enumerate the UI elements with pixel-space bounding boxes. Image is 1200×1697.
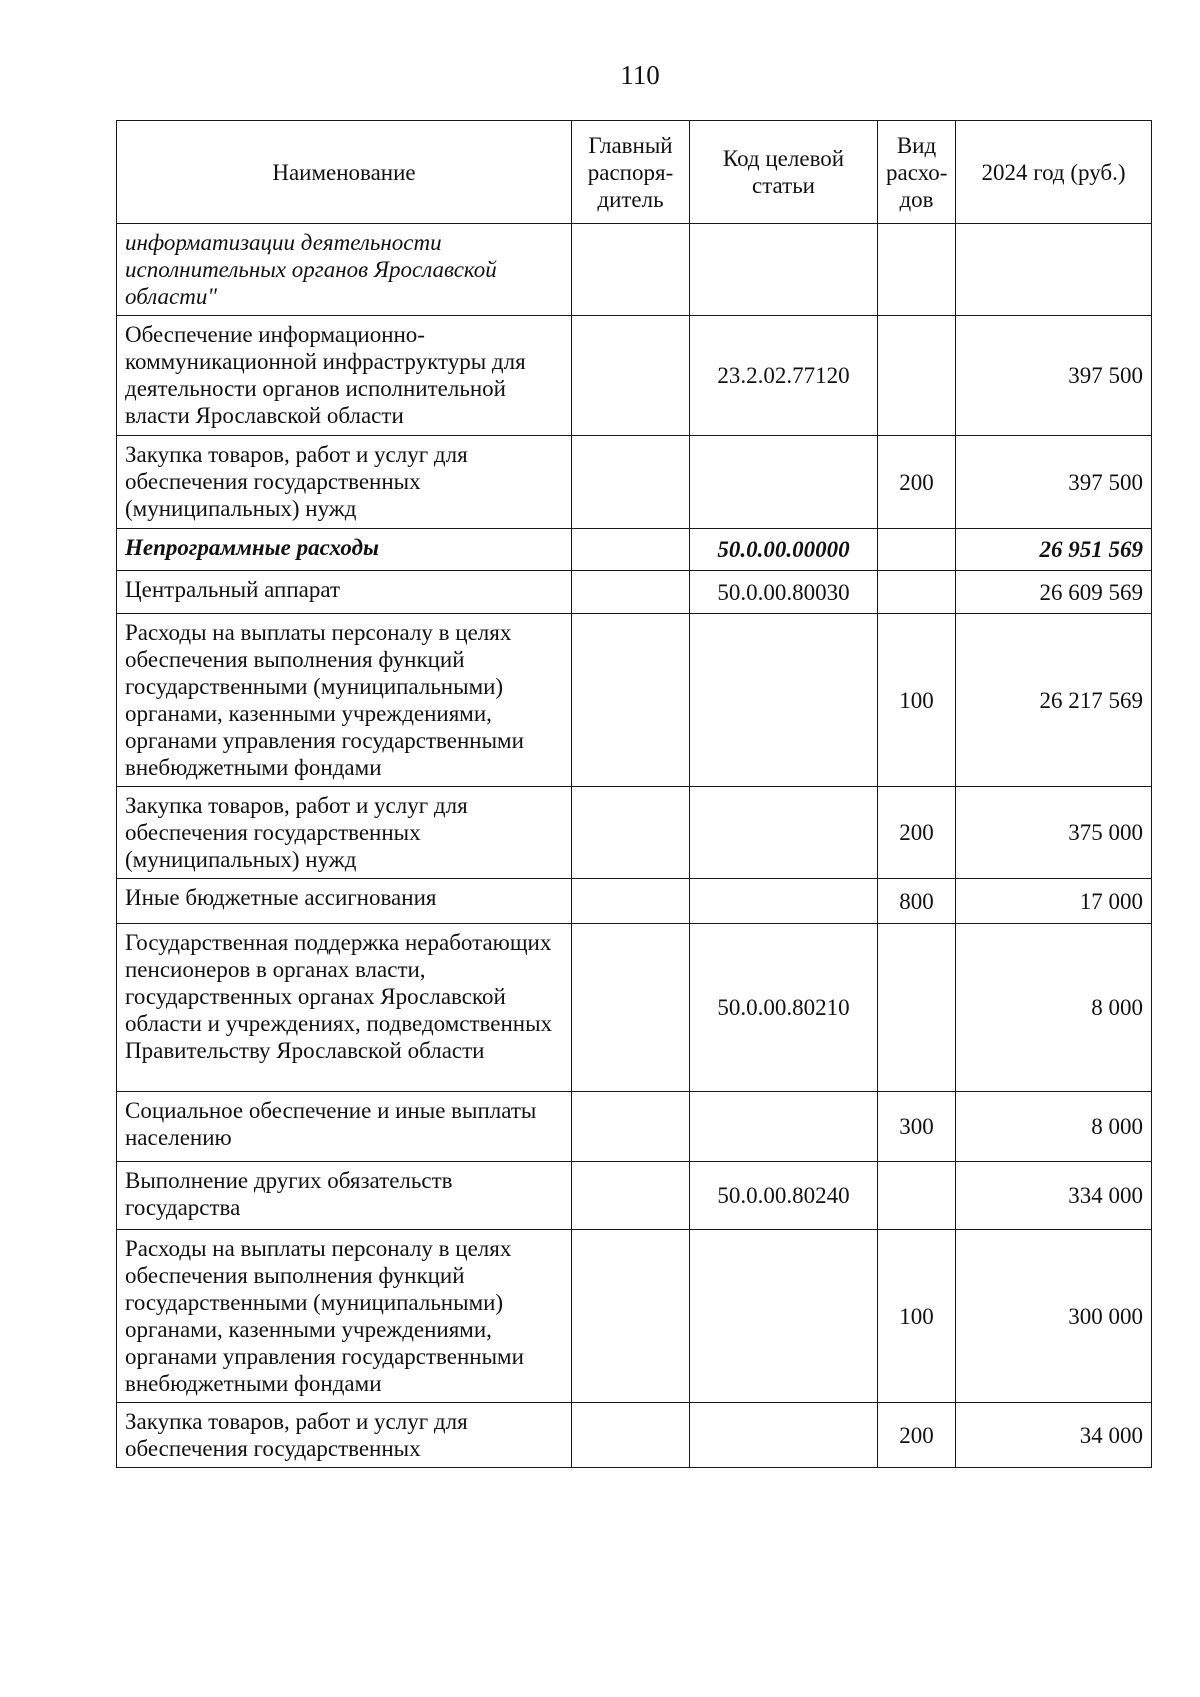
cell-manager bbox=[572, 436, 690, 529]
cell-code: 50.0.00.00000 bbox=[690, 529, 878, 571]
cell-name: Закупка товаров, работ и услуг для обеспечения государственных bbox=[117, 1403, 572, 1468]
cell-manager bbox=[572, 224, 690, 316]
cell-kind bbox=[878, 924, 956, 1092]
cell-code bbox=[690, 1403, 878, 1468]
cell-kind bbox=[878, 529, 956, 571]
cell-name: Выполнение других обязательств государства bbox=[117, 1162, 572, 1230]
header-code: Код целевой статьи bbox=[690, 121, 878, 224]
cell-amount: 375 000 bbox=[956, 787, 1152, 879]
cell-manager bbox=[572, 924, 690, 1092]
header-name: Наименование bbox=[117, 121, 572, 224]
cell-manager bbox=[572, 529, 690, 571]
cell-kind: 200 bbox=[878, 787, 956, 879]
page-number: 110 bbox=[620, 60, 660, 90]
cell-code bbox=[690, 879, 878, 924]
cell-amount: 8 000 bbox=[956, 924, 1152, 1092]
table-row bbox=[117, 316, 1152, 436]
cell-code bbox=[690, 224, 878, 316]
cell-code: 50.0.00.80030 bbox=[690, 571, 878, 614]
cell-kind: 100 bbox=[878, 614, 956, 787]
cell-amount: 397 500 bbox=[956, 316, 1152, 436]
cell-kind bbox=[878, 571, 956, 614]
table-row bbox=[117, 924, 1152, 1092]
cell-code bbox=[690, 787, 878, 879]
cell-amount: 8 000 bbox=[956, 1092, 1152, 1162]
cell-amount: 34 000 bbox=[956, 1403, 1152, 1468]
cell-code bbox=[690, 436, 878, 529]
cell-manager bbox=[572, 1162, 690, 1230]
table-row bbox=[117, 571, 1152, 614]
cell-amount bbox=[956, 224, 1152, 316]
cell-amount: 26 951 569 bbox=[956, 529, 1152, 571]
table-row bbox=[117, 1092, 1152, 1162]
cell-amount: 26 217 569 bbox=[956, 614, 1152, 787]
table-row bbox=[117, 1403, 1152, 1468]
table-row bbox=[117, 436, 1152, 529]
cell-kind: 300 bbox=[878, 1092, 956, 1162]
cell-name: Государственная поддержка неработающих пенсионеров в органах власти, государственных органах Ярославской области и учреждениях, подведомственных Правительству Ярославской области bbox=[117, 924, 572, 1092]
cell-name: Закупка товаров, работ и услуг для обеспечения государственных (муниципальных) нужд bbox=[117, 436, 572, 529]
cell-manager bbox=[572, 1092, 690, 1162]
cell-name: информатизации деятельности исполнительных органов Ярославской области" bbox=[117, 224, 572, 316]
cell-name: Социальное обеспечение и иные выплаты населению bbox=[117, 1092, 572, 1162]
cell-amount: 397 500 bbox=[956, 436, 1152, 529]
cell-kind bbox=[878, 316, 956, 436]
table-row bbox=[117, 614, 1152, 787]
cell-name: Обеспечение информационно-коммуникационной инфраструктуры для деятельности органов исполнительной власти Ярославской области bbox=[117, 316, 572, 436]
cell-amount: 17 000 bbox=[956, 879, 1152, 924]
table-row bbox=[117, 529, 1152, 571]
cell-code: 50.0.00.80210 bbox=[690, 924, 878, 1092]
header-year: 2024 год (руб.) bbox=[956, 121, 1152, 224]
cell-name: Закупка товаров, работ и услуг для обеспечения государственных (муниципальных) нужд bbox=[117, 787, 572, 879]
cell-code bbox=[690, 614, 878, 787]
cell-manager bbox=[572, 1403, 690, 1468]
cell-kind bbox=[878, 1162, 956, 1230]
cell-code bbox=[690, 1230, 878, 1403]
table-row bbox=[117, 224, 1152, 316]
table-row bbox=[117, 1162, 1152, 1230]
cell-amount: 334 000 bbox=[956, 1162, 1152, 1230]
cell-name: Расходы на выплаты персоналу в целях обеспечения выполнения функций государственными (муниципальными) органами, казенными учреждениями, органами управления государственными внебюджетными фондами bbox=[117, 1230, 572, 1403]
table-row bbox=[117, 1230, 1152, 1403]
cell-name: Расходы на выплаты персоналу в целях обеспечения выполнения функций государственными (муниципальными) органами, казенными учреждениями, органами управления государственными внебюджетными фондами bbox=[117, 614, 572, 787]
table-body bbox=[117, 224, 1152, 1468]
cell-amount: 26 609 569 bbox=[956, 571, 1152, 614]
cell-kind: 800 bbox=[878, 879, 956, 924]
cell-name: Центральный аппарат bbox=[117, 571, 572, 614]
cell-amount: 300 000 bbox=[956, 1230, 1152, 1403]
cell-name: Непрограммные расходы bbox=[117, 529, 572, 571]
cell-manager bbox=[572, 1230, 690, 1403]
cell-manager bbox=[572, 787, 690, 879]
header-manager: Главный распоря-дитель bbox=[572, 121, 690, 224]
budget-table bbox=[116, 120, 1152, 1468]
cell-code bbox=[690, 1092, 878, 1162]
cell-code: 50.0.00.80240 bbox=[690, 1162, 878, 1230]
table-row bbox=[117, 787, 1152, 879]
cell-manager bbox=[572, 316, 690, 436]
cell-manager bbox=[572, 571, 690, 614]
cell-manager bbox=[572, 614, 690, 787]
cell-kind: 100 bbox=[878, 1230, 956, 1403]
table-row bbox=[117, 879, 1152, 924]
cell-kind: 200 bbox=[878, 436, 956, 529]
cell-name: Иные бюджетные ассигнования bbox=[117, 879, 572, 924]
cell-kind bbox=[878, 224, 956, 316]
cell-code: 23.2.02.77120 bbox=[690, 316, 878, 436]
header-row bbox=[117, 121, 1152, 224]
header-kind: Вид расхо-дов bbox=[878, 121, 956, 224]
cell-kind: 200 bbox=[878, 1403, 956, 1468]
cell-manager bbox=[572, 879, 690, 924]
